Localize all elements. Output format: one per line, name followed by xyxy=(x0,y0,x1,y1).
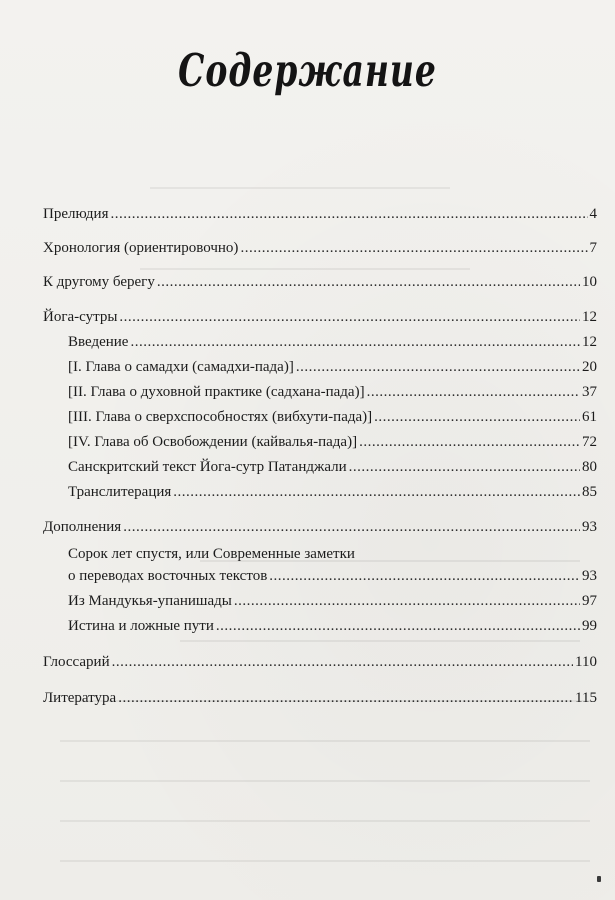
toc-entry-page: 93 xyxy=(582,519,597,535)
toc-entry-page: 110 xyxy=(575,654,597,670)
toc-entry-page: 97 xyxy=(582,593,597,609)
toc-entry-page: 72 xyxy=(582,434,597,450)
toc-entry[interactable] xyxy=(43,307,597,327)
toc-entry-page: 10 xyxy=(582,274,597,290)
toc-entry-label: Глоссарий xyxy=(43,654,110,670)
toc-entry-page: 7 xyxy=(589,240,597,256)
toc-entry-page: 80 xyxy=(582,459,597,475)
page-corner-mark xyxy=(597,876,601,882)
toc-leader xyxy=(130,332,580,352)
toc-entry-page: 93 xyxy=(582,568,597,584)
toc-entry[interactable] xyxy=(68,457,597,477)
toc-leader xyxy=(367,382,580,402)
toc-leader xyxy=(118,688,573,708)
toc-entry-label: о переводах восточных текстов xyxy=(68,568,268,584)
toc-entry-page: 20 xyxy=(582,359,597,375)
toc-entry[interactable] xyxy=(68,432,597,452)
toc-entry[interactable] xyxy=(68,407,597,427)
toc-entry-label: [IV. Глава об Освобождении (кайвалья-пада)] xyxy=(68,434,358,450)
toc-leader xyxy=(157,272,580,292)
toc-entry-label: Транслитерация xyxy=(68,484,172,500)
toc-entry-label: Сорок лет спустя, или Современные заметки xyxy=(68,546,355,562)
toc-entry-label: Дополнения xyxy=(43,519,122,535)
toc-entry-label: Йога-сутры xyxy=(43,309,118,325)
toc-entry-label: Прелюдия xyxy=(43,206,109,222)
toc-entry[interactable] xyxy=(68,616,597,636)
toc-entry-label: К другому берегу xyxy=(43,274,155,290)
toc-entry-label: Введение xyxy=(68,334,129,350)
toc-entry-label: Санскритский текст Йога-сутр Патанджали xyxy=(68,459,347,475)
toc-entry-label: [I. Глава о самадхи (самадхи-пада)] xyxy=(68,359,294,375)
toc-entry-page: 85 xyxy=(582,484,597,500)
toc-leader xyxy=(216,616,580,636)
toc-entry-first-line[interactable] xyxy=(68,544,597,564)
toc-entry-page: 4 xyxy=(589,206,597,222)
toc-leader xyxy=(112,652,573,672)
toc-entry[interactable] xyxy=(68,332,597,352)
toc-leader xyxy=(349,457,580,477)
toc-leader xyxy=(374,407,580,427)
toc-entry-label: [II. Глава о духовной практике (садхана-пада)] xyxy=(68,384,365,400)
toc-entry[interactable] xyxy=(68,382,597,402)
toc-entry[interactable] xyxy=(43,688,597,708)
toc-leader xyxy=(240,238,587,258)
toc-entry-label: [III. Глава о сверхспособностях (вибхути-пада)] xyxy=(68,409,373,425)
toc-entry-label: Истина и ложные пути xyxy=(68,618,214,634)
toc-entry[interactable] xyxy=(43,204,597,224)
toc-leader xyxy=(173,482,580,502)
toc-entry[interactable] xyxy=(68,482,597,502)
toc-entry-label: Литература xyxy=(43,690,117,706)
toc-entry[interactable] xyxy=(43,272,597,292)
toc-leader xyxy=(234,591,580,611)
toc-entry-page: 115 xyxy=(575,690,597,706)
toc-leader xyxy=(110,204,587,224)
toc-entry[interactable] xyxy=(43,238,597,258)
toc-entry[interactable] xyxy=(68,591,597,611)
toc-entry-label: Из Мандукья-упанишады xyxy=(68,593,232,609)
page-title: Содержание xyxy=(178,44,437,97)
toc-entry-page: 37 xyxy=(582,384,597,400)
toc-entry-page: 12 xyxy=(582,334,597,350)
toc-leader xyxy=(123,517,580,537)
toc-entry[interactable] xyxy=(68,357,597,377)
toc-entry-page: 61 xyxy=(582,409,597,425)
toc-entry-label: Хронология (ориентировочно) xyxy=(43,240,239,256)
toc-entry[interactable] xyxy=(43,517,597,537)
toc-leader xyxy=(119,307,580,327)
toc-leader xyxy=(269,566,580,586)
toc-leader xyxy=(296,357,580,377)
toc-entry-page: 99 xyxy=(582,618,597,634)
toc-entry[interactable] xyxy=(68,566,597,586)
toc-leader xyxy=(359,432,580,452)
toc-entry-page: 12 xyxy=(582,309,597,325)
toc-entry[interactable] xyxy=(43,652,597,672)
